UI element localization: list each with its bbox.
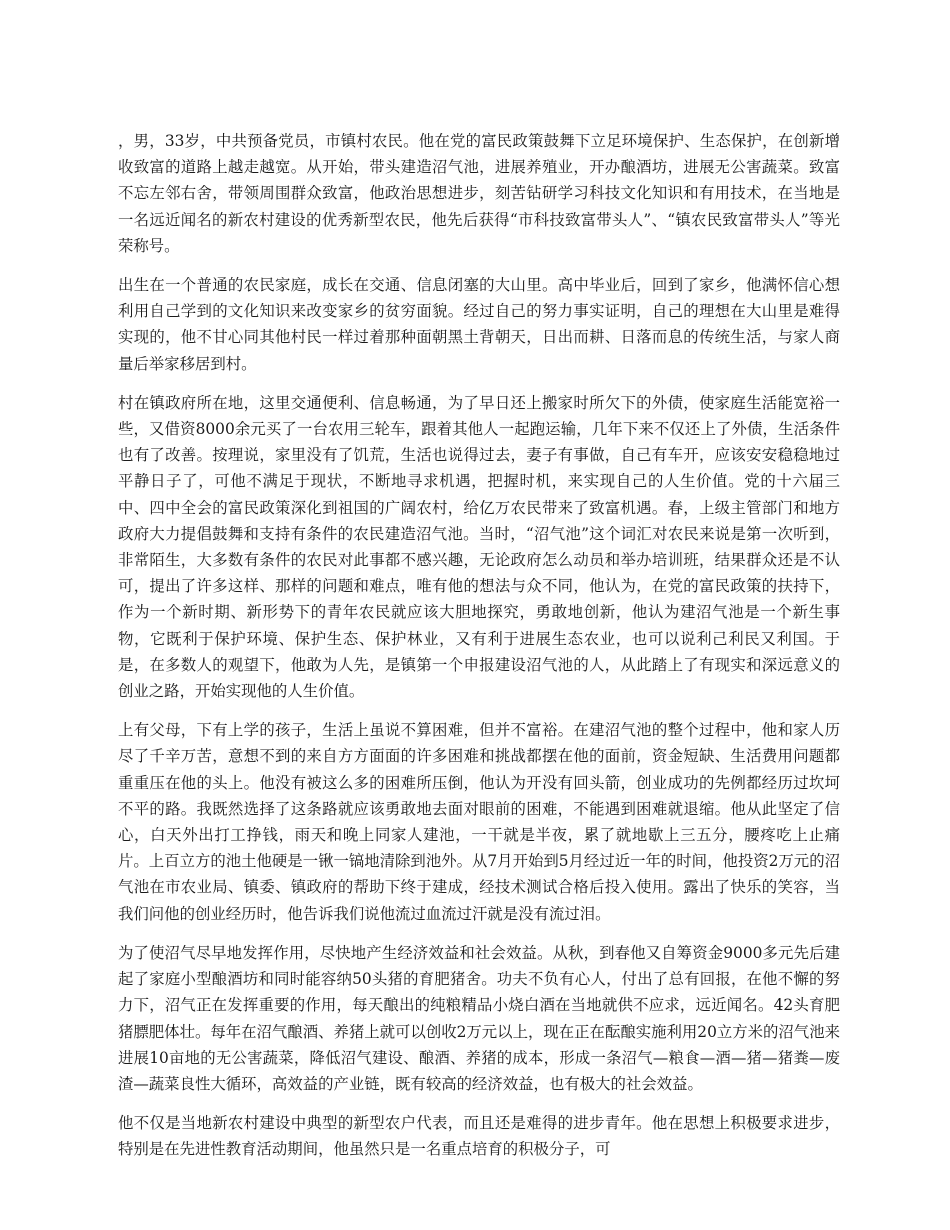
paragraph-2: 出生在一个普通的农民家庭，成长在交通、信息闭塞的大山里。高中毕业后，回到了家乡，他满怀信心想利用自己学到的文化知识来改变家乡的贫穷面貌。经过自己的努力事实证明，自己的理想在大山里是难得实现的，他不甘心同其他村民一样过着那种面朝黑土背朝天，日出而耕、日落而息的传统生活，与家人商量后举家移居到村。 [118,276,840,373]
paragraph-1: ，男，33岁，中共预备党员，市镇村农民。他在党的富民政策鼓舞下立足环境保护、生态保护，在创新增收致富的道路上越走越宽。从开始，带头建造沼气池，进展养殖业，开办酿酒坊，进展无公害蔬菜。致富不忘左邻右舍，带领周围群众致富，他政治思想进步，刻苦钻研学习科技文化知识和有用技术，在当地是一名远近闻名的新农村建设的优秀新型农民，他先后获得“市科技致富带头人”、“镇农民致富带头人”等光荣称号。 [118,132,840,255]
paragraph-4: 上有父母，下有上学的孩子，生活上虽说不算困难，但并不富裕。在建沼气池的整个过程中，他和家人历尽了千辛万苦，意想不到的来自方方面面的许多困难和挑战都摆在他的面前，资金短缺、生活费用问题都重重压在他的头上。他没有被这么多的困难所压倒，他认为开没有回头箭，创业成功的先例都经历过坎坷不平的路。我既然选择了这条路就应该勇敢地去面对眼前的困难，不能遇到困难就退缩。他从此坚定了信心，白天外出打工挣钱，雨天和晚上同家人建池，一干就是半夜，累了就地歇上三五分，腰疼吃上止痛片。上百立方的池土他硬是一锹一镐地清除到池外。从7月开始到5月经过近一年的时间，他投资2万元的沼气池在市农业局、镇委、镇政府的帮助下终于建成，经技术测试合格后投入使用。露出了快乐的笑容，当我们问他的创业经历时，他告诉我们说他流过血流过汗就是没有流过泪。 [118,721,840,923]
paragraph-3: 村在镇政府所在地，这里交通便利、信息畅通，为了早日还上搬家时所欠下的外债，使家庭生活能宽裕一些，又借资8000余元买了一台农用三轮车，跟着其他人一起跑运输，几年下来不仅还上了外债，生活条件也有了改善。按理说，家里没有了饥荒，生活也说得过去，妻子有事做，自己有车开，应该安安稳稳地过平静日子了，可他不满足于现状，不断地寻求机遇，把握时机，来实现自己的人生价值。党的十六届三中、四中全会的富民政策深化到祖国的广阔农村，给亿万农民带来了致富机遇。春，上级主管部门和地方政府大力提倡鼓舞和支持有条件的农民建造沼气池。当时，“沼气池”这个词汇对农民来说是第一次听到，非常陌生，大多数有条件的农民对此事都不感兴趣，无论政府怎么动员和举办培训班，结果群众还是不认可，提出了许多这样、那样的问题和难点，唯有他的想法与众不同，他认为，在党的富民政策的扶持下，作为一个新时期、新形势下的青年农民就应该大胆地探究，勇敢地创新，他认为建沼气池是一个新生事物，它既利于保护环境、保护生态、保护林业，又有利于进展生态农业，也可以说利己利民又利国。于是，在多数人的观望下，他敢为人先，是镇第一个申报建设沼气池的人，从此踏上了有现实和深远意义的创业之路，开始实现他的人生价值。 [118,393,840,701]
document-body [118,128,840,1176]
paragraph-6: 他不仅是当地新农村建设中典型的新型农户代表，而且还是难得的进步青年。他在思想上积极要求进步，特别是在先进性教育活动期间，他虽然只是一名重点培育的积极分子，可 [118,1114,840,1159]
paragraph-5: 为了使沼气尽早地发挥作用，尽快地产生经济效益和社会效益。从秋，到春他又自筹资金9000多元先后建起了家庭小型酿酒坊和同时能容纳50头猪的育肥猪舍。功夫不负有心人，付出了总有回报，在他不懈的努力下，沼气正在发挥重要的作用，每天酿出的纯粮精品小烧白酒在当地就供不应求，远近闻名。42头育肥猪膘肥体壮。每年在沼气酿酒、养猪上就可以创收2万元以上，现在正在酝酿实施利用20立方米的沼气池来进展10亩地的无公害蔬菜，降低沼气建设、酿酒、养猪的成本，形成一条沼气—粮食—酒—猪—猪粪—废渣—蔬菜良性大循环，高效益的产业链，既有较高的经济效益，也有极大的社会效益。 [118,943,840,1093]
